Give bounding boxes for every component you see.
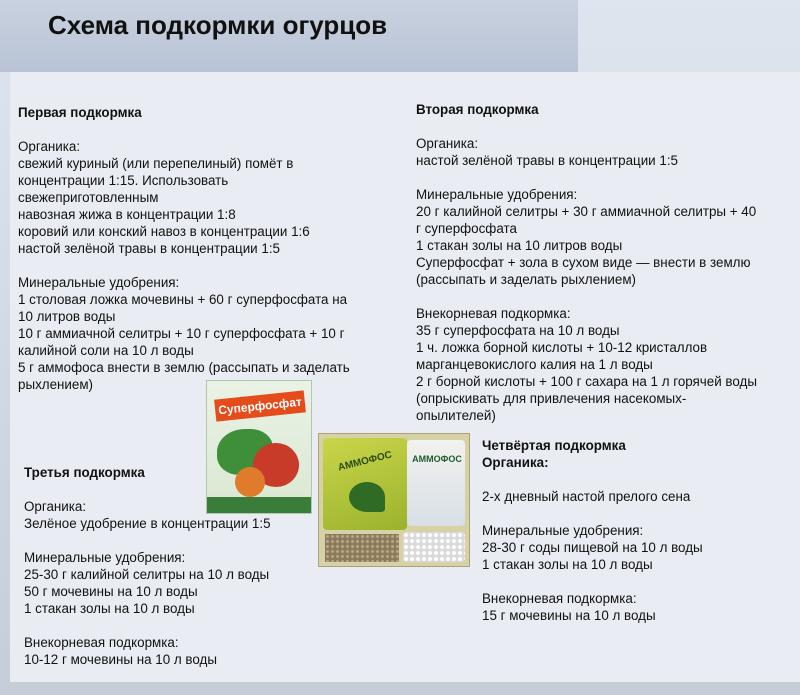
feeding-1-lines [18,138,390,393]
text-line: г суперфосфата [416,221,517,236]
text-line: 10 литров воды [18,309,116,324]
text-line: 1 стакан золы на 10 литров воды [416,238,623,253]
text-line: 10 г аммиачной селитры + 10 г суперфосфата + 10 г [18,326,345,341]
text-line: 25-30 г калийной селитры на 10 л воды [24,567,270,582]
text-line: Минеральные удобрения: [482,523,644,538]
text-line: настой зелёной травы в концентрации 1:5 [416,153,678,168]
text-line [416,288,796,305]
text-line [416,169,796,186]
text-line: Внекорневая подкормка: [482,591,637,606]
feeding-4-subheading: Органика: [482,455,549,470]
text-line: 5 г аммофоса внести в землю (рассыпать и заделать [18,360,350,375]
text-line [18,257,390,274]
text-line: Органика: [24,499,87,514]
feeding-1-heading: Первая подкормка [18,105,142,120]
text-line: настой зелёной травы в концентрации 1:5 [18,241,280,256]
text-line: Минеральные удобрения: [24,550,186,565]
text-line: 20 г калийной селитры + 30 г аммиачной селитры + 40 [416,204,757,219]
text-line: Органика: [18,139,81,154]
ammophos-label-left: АММОФОС [336,449,394,474]
text-line: 28-30 г соды пищевой на 10 л воды [482,540,703,555]
text-line [482,505,782,522]
text-line: (рассыпать и заделать рыхлением) [416,272,637,287]
superphosphate-label: Суперфосфат [217,394,303,418]
feeding-2 [416,101,796,424]
feeding-3-lines [24,498,314,668]
text-line: марганцевокислого калия на 1 л воды [416,357,653,372]
ammophos-packages-image [318,433,470,567]
text-line: 1 ч. ложка борной кислоты + 10-12 кристаллов [416,340,708,355]
feeding-4 [482,437,782,624]
text-line: Внекорневая подкормка: [24,635,179,650]
superphosphate-package-image [206,380,312,514]
text-line: свежеприготовленным [18,190,159,205]
text-line: Внекорневая подкормка: [416,306,571,321]
text-line: Минеральные удобрения: [18,275,180,290]
page-title: Схема подкормки огурцов [48,10,388,40]
text-line: навозная жижа в концентрации 1:8 [18,207,236,222]
text-line: 50 г мочевины на 10 л воды [24,584,198,599]
text-line: 1 столовая ложка мочевины + 60 г суперфосфата на [18,292,348,307]
text-line [482,471,782,488]
text-line: коровий или конский навоз в концентрации 1:6 [18,224,310,239]
text-line: концентрации 1:15. Использовать [18,173,229,188]
text-line: Зелёное удобрение в концентрации 1:5 [24,516,271,531]
feeding-1 [18,104,390,393]
text-line: 1 стакан золы на 10 л воды [482,557,653,572]
feeding-4-heading: Четвёртая подкормка [482,438,626,453]
text-line: Органика: [416,136,479,151]
text-line: 10-12 г мочевины на 10 л воды [24,652,217,667]
feeding-3-heading: Третья подкормка [24,465,145,480]
feeding-4-lines [482,471,782,624]
text-line: 35 г суперфосфата на 10 л воды [416,323,620,338]
text-line: 2 г борной кислоты + 100 г сахара на 1 л горячей воды [416,374,757,389]
text-line: 2-х дневный настой прелого сена [482,489,691,504]
text-line: Суперфосфат + зола в сухом виде — внести в землю [416,255,751,270]
text-line: свежий куриный (или перепелиный) помёт в [18,156,294,171]
text-line [24,532,314,549]
text-line: опылителей) [416,408,496,423]
text-line: калийной соли на 10 л воды [18,343,194,358]
text-line: Минеральные удобрения: [416,187,578,202]
text-line: 1 стакан золы на 10 л воды [24,601,195,616]
text-line: рыхлением) [18,377,94,392]
text-line: 15 г мочевины на 10 л воды [482,608,656,623]
text-line [482,573,782,590]
feeding-2-heading: Вторая подкормка [416,102,539,117]
text-line: (опрыскивать для привлечения насекомых- [416,391,687,406]
feeding-2-lines [416,135,796,424]
text-line [24,617,314,634]
ammophos-label-right: АММОФОС [412,454,462,464]
